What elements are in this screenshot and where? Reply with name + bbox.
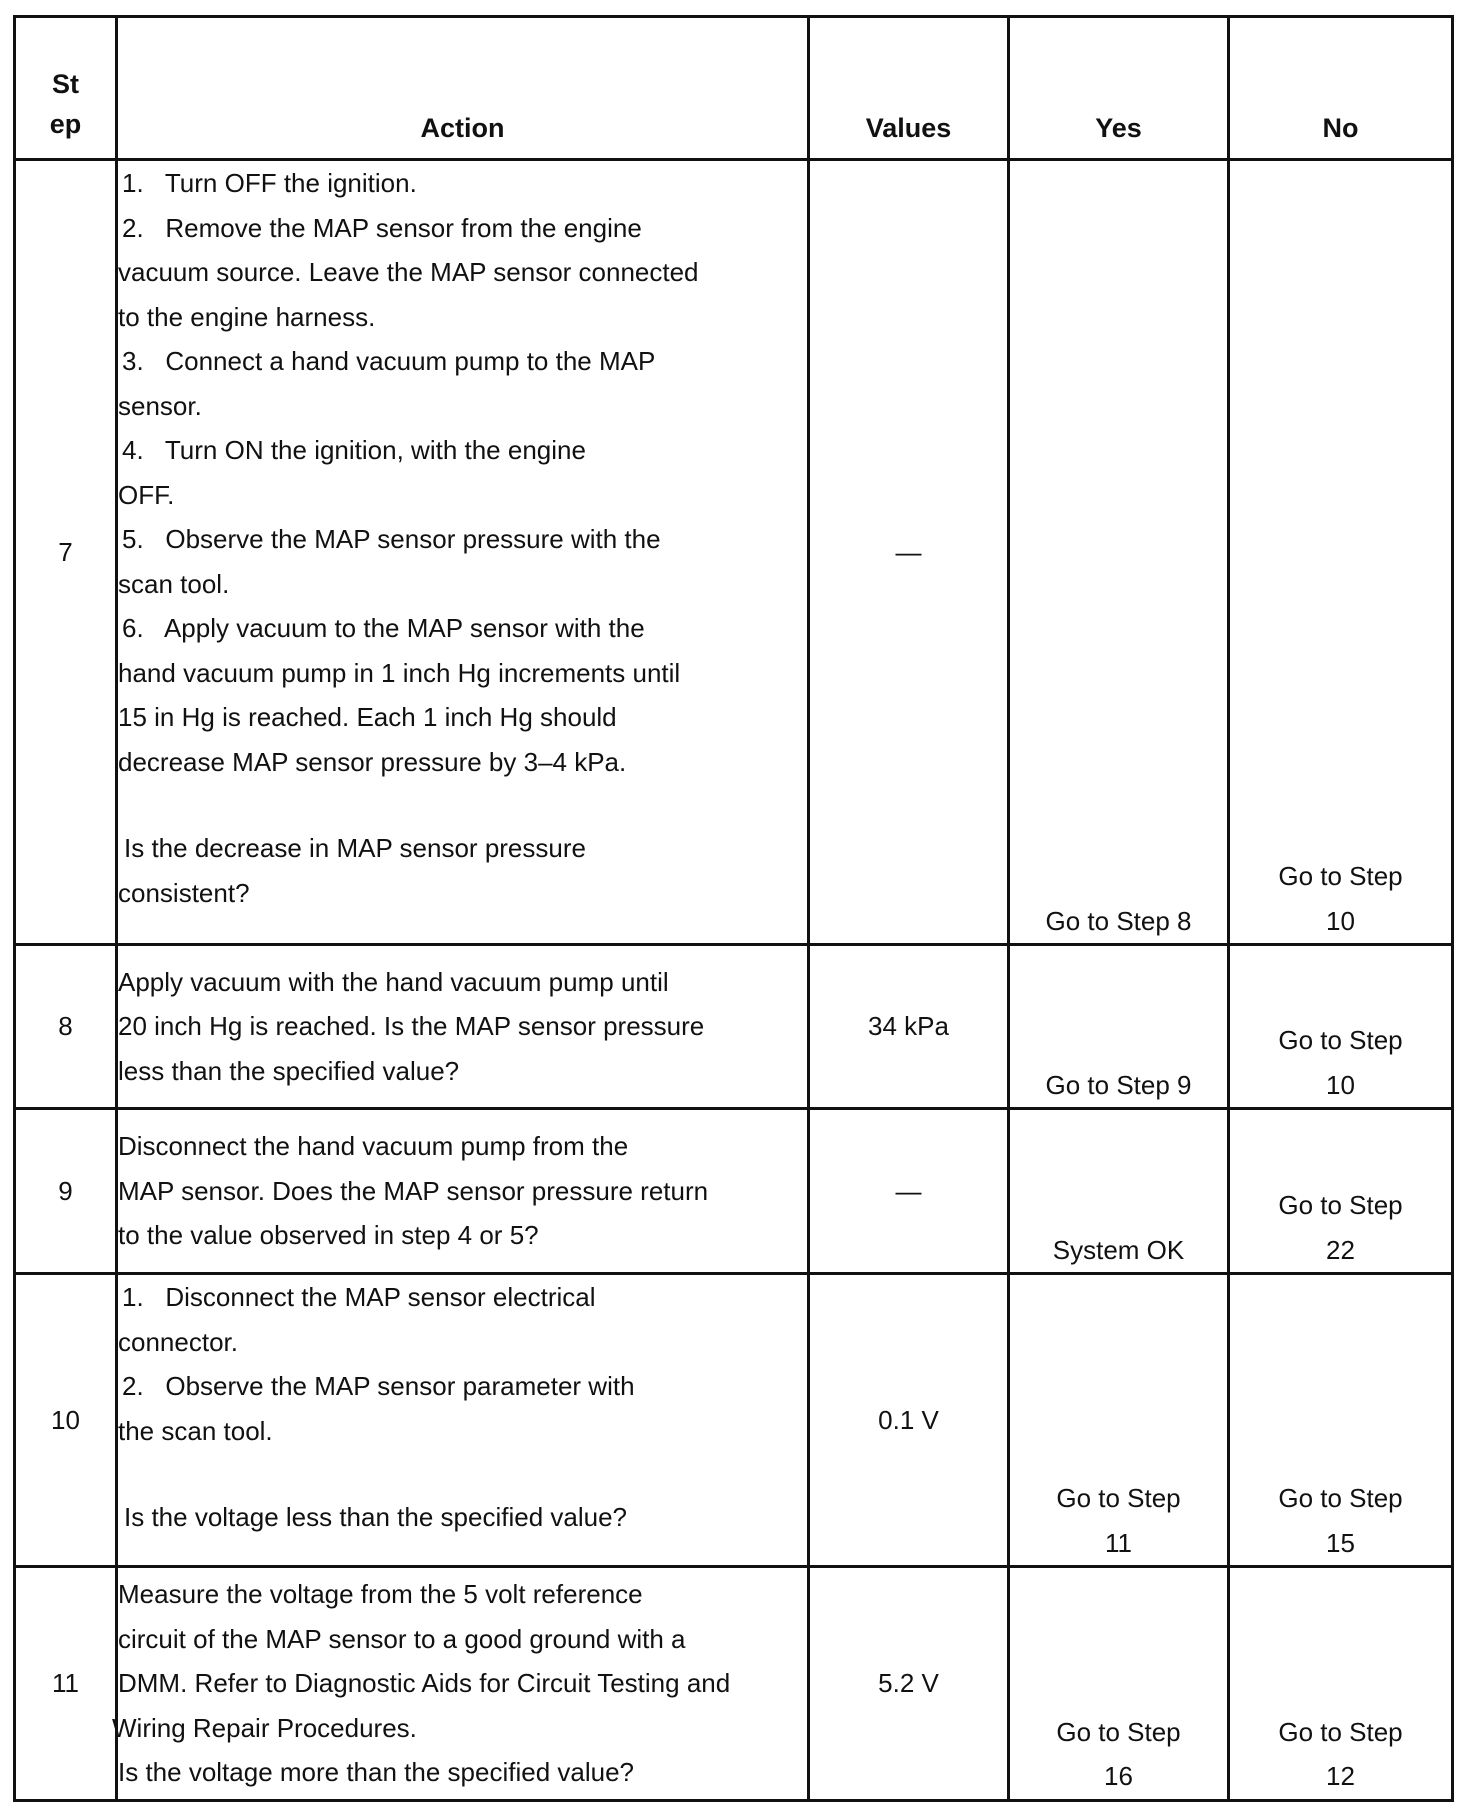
step-number: 10 — [15, 1274, 117, 1567]
no-link-line2: 12 — [1326, 1761, 1355, 1791]
header-step-line2: ep — [49, 109, 82, 139]
action-line: Apply vacuum with the hand vacuum pump until — [118, 966, 669, 997]
step-number: 7 — [15, 160, 117, 945]
header-yes: Yes — [1009, 17, 1229, 160]
action-line: circuit of the MAP sensor to a good ground with a — [118, 1623, 686, 1654]
action-line: DMM. Refer to Diagnostic Aids for Circuit Testing and — [118, 1668, 731, 1698]
header-step-line1: St — [52, 69, 79, 99]
no-link-line2: 22 — [1326, 1234, 1355, 1265]
action-item-continued: the scan tool. — [118, 1415, 273, 1446]
yes-link: Go to Step 8 — [1045, 905, 1192, 936]
action-line: Is the voltage more than the specified value? — [118, 1757, 634, 1787]
action-question-line2: consistent? — [118, 877, 250, 908]
yes-cell — [1009, 1109, 1229, 1274]
header-no: No — [1229, 17, 1453, 160]
value-cell: 34 kPa — [809, 945, 1009, 1109]
diagnostic-table-sheet — [13, 15, 1451, 1802]
value-cell: — — [809, 1109, 1009, 1274]
step-number: 8 — [15, 945, 117, 1109]
action-item: 4. Turn ON the ignition, with the engine — [122, 435, 586, 465]
table-row-step-9 — [15, 1109, 1453, 1274]
header-action: Action — [117, 17, 809, 160]
value-cell: 0.1 V — [809, 1274, 1009, 1567]
action-item: 2. Remove the MAP sensor from the engine — [122, 212, 642, 243]
table-row-step-10 — [15, 1274, 1453, 1567]
action-question — [118, 1495, 807, 1540]
action-item-continued: connector. — [118, 1326, 238, 1357]
yes-link-line2: 16 — [1104, 1761, 1133, 1791]
action-item-continued: to the engine harness. — [118, 301, 376, 332]
no-link-line1: Go to Step — [1278, 1716, 1403, 1747]
action-line: MAP sensor. Does the MAP sensor pressure return — [118, 1175, 709, 1206]
yes-link-line1: Go to Step — [1056, 1716, 1181, 1747]
action-cell — [117, 160, 809, 945]
action-item: 1. Turn OFF the ignition. — [122, 168, 417, 198]
action-question-line1: Is the decrease in MAP sensor pressure — [124, 833, 586, 863]
yes-link-line1: Go to Step — [1056, 1483, 1181, 1513]
action-cell — [117, 1274, 809, 1567]
no-link-line1: Go to Step — [1278, 861, 1403, 891]
diagnostic-table — [13, 15, 1454, 1802]
action-item-continued: scan tool. — [118, 568, 230, 599]
action-item: 2. Observe the MAP sensor parameter with — [122, 1371, 635, 1401]
yes-cell — [1009, 1274, 1229, 1567]
action-item: 3. Connect a hand vacuum pump to the MAP — [122, 346, 656, 376]
no-link-line2: 15 — [1326, 1527, 1355, 1558]
yes-cell — [1009, 945, 1229, 1109]
table-header-row — [15, 17, 1453, 160]
action-line: less than the specified value? — [118, 1055, 460, 1086]
action-item: 6. Apply vacuum to the MAP sensor with the — [122, 613, 645, 643]
action-cell — [117, 1109, 809, 1274]
no-cell — [1229, 1109, 1453, 1274]
action-line: Measure the voltage from the 5 volt reference — [118, 1579, 643, 1609]
action-question-line1: Is the voltage less than the specified value? — [124, 1502, 627, 1532]
action-cell — [117, 945, 809, 1109]
yes-cell — [1009, 160, 1229, 945]
table-row-step-7 — [15, 160, 1453, 945]
yes-link: Go to Step 9 — [1045, 1069, 1192, 1100]
action-item: 5. Observe the MAP sensor pressure with the — [122, 524, 661, 554]
header-step — [15, 17, 117, 160]
action-item: 1. Disconnect the MAP sensor electrical — [122, 1282, 596, 1312]
no-cell — [1229, 1567, 1453, 1801]
no-link-line1: Go to Step — [1278, 1190, 1403, 1220]
no-cell — [1229, 160, 1453, 945]
action-line: Wiring Repair Procedures. — [112, 1712, 417, 1743]
step-number: 11 — [15, 1567, 117, 1801]
no-link-line2: 10 — [1326, 1069, 1355, 1100]
action-item-continued: hand vacuum pump in 1 inch Hg increments until — [118, 657, 681, 688]
action-item-continued: OFF. — [118, 479, 175, 510]
no-cell — [1229, 945, 1453, 1109]
action-item-continued: vacuum source. Leave the MAP sensor connected — [118, 257, 699, 287]
action-line: 20 inch Hg is reached. Is the MAP sensor pressure — [118, 1011, 705, 1042]
header-values: Values — [809, 17, 1009, 160]
action-line: Disconnect the hand vacuum pump from the — [118, 1131, 629, 1162]
action-item-continued: 15 in Hg is reached. Each 1 inch Hg should — [118, 702, 617, 732]
step-number: 9 — [15, 1109, 117, 1274]
yes-link: System OK — [1052, 1234, 1185, 1265]
action-item-continued: decrease MAP sensor pressure by 3–4 kPa. — [118, 746, 627, 777]
yes-cell — [1009, 1567, 1229, 1801]
yes-link-line2: 11 — [1105, 1527, 1132, 1558]
no-link-line1: Go to Step — [1278, 1025, 1403, 1055]
action-line: to the value observed in step 4 or 5? — [118, 1220, 539, 1251]
table-row-step-11 — [15, 1567, 1453, 1801]
table-row-step-8 — [15, 945, 1453, 1109]
no-link-line2: 10 — [1326, 905, 1355, 936]
no-cell — [1229, 1274, 1453, 1567]
action-item-continued: sensor. — [118, 390, 202, 421]
action-question — [118, 826, 807, 871]
value-cell: — — [809, 160, 1009, 945]
value-cell: 5.2 V — [809, 1567, 1009, 1801]
no-link-line1: Go to Step — [1278, 1483, 1403, 1513]
action-cell — [112, 1567, 809, 1801]
